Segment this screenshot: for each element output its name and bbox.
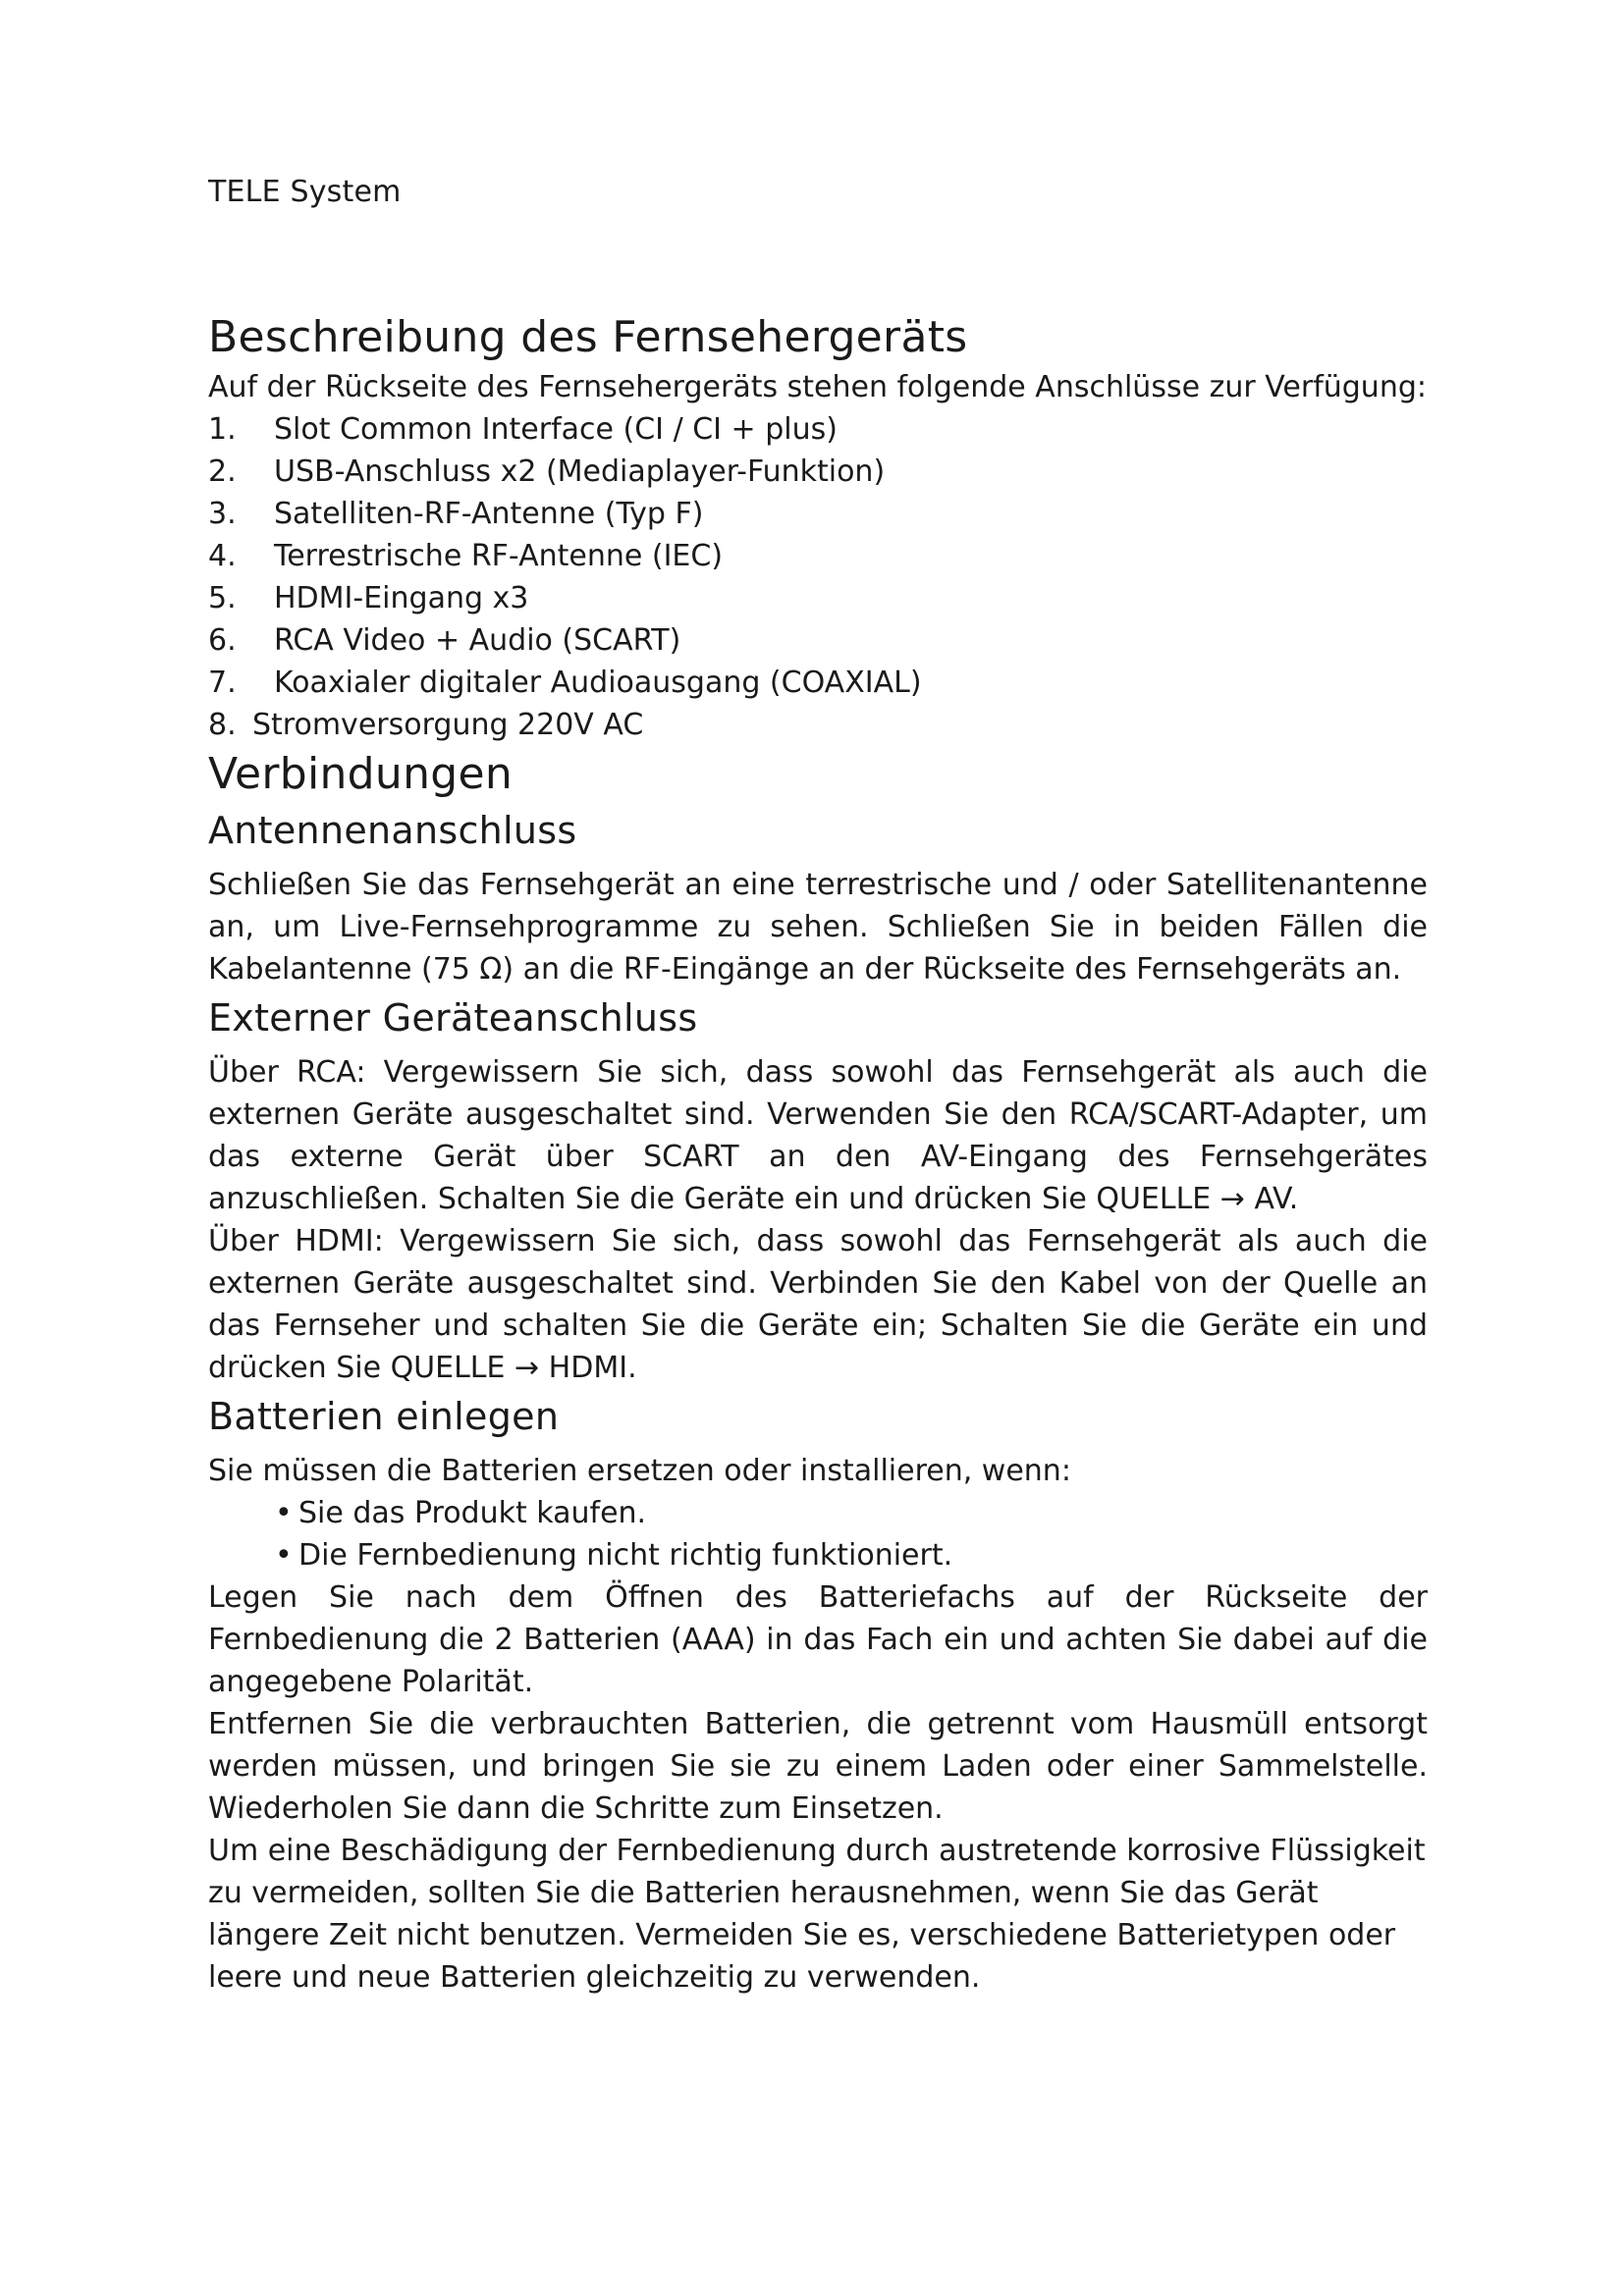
list-item-label: USB-Anschluss x2 (Mediaplayer-Funktion) — [274, 454, 886, 489]
list-item — [208, 619, 1428, 662]
list-item-number: 7. — [208, 666, 237, 700]
list-item-number: 2. — [208, 454, 237, 489]
subsection-title-antenna: Antennenanschluss — [208, 809, 577, 852]
list-item — [208, 535, 1428, 577]
list-item-number: 5. — [208, 581, 237, 615]
list-item — [208, 408, 1428, 451]
batteries-bullet-list — [208, 1492, 1428, 1576]
batteries-paragraph-3: Um eine Beschädigung der Fernbedienung durch austretende korrosive Flüssigkeit zu vermeiden, sollten Sie die Batterien herausnehmen, wenn Sie das Gerät längere Zeit nicht benutzen. Vermeiden Sie es, verschiedene Batterietypen oder leere und neue Batterien gleichzeitig zu verwenden. — [208, 1834, 1426, 1995]
description-intro: Auf der Rückseite des Fernsehergeräts stehen folgende Anschlüsse zur Verfügung: — [208, 370, 1427, 404]
external-hdmi-text: Über HDMI: Vergewissern Sie sich, dass sowohl das Fernsehgerät als auch die externen Geräte ausgeschaltet sind. Verbinden Sie den Kabel von der Quelle an das Fernseher und schalten Sie die Geräte ein; Schalten Sie die Geräte ein und drücken Sie QUELLE → HDMI. — [208, 1224, 1428, 1385]
list-item-number: 8. — [208, 708, 237, 742]
list-item-number: 4. — [208, 539, 237, 573]
section-title-connections: Verbindungen — [208, 749, 514, 799]
list-item-number: 1. — [208, 412, 237, 447]
list-item-label: Terrestrische RF-Antenne (IEC) — [274, 539, 724, 573]
batteries-paragraph-2: Entfernen Sie die verbrauchten Batterien, die getrennt vom Hausmüll entsorgt werden müssen, und bringen Sie sie zu einem Laden oder einer Sammelstelle. Wiederholen Sie dann die Schritte zum Einsetzen. — [208, 1707, 1428, 1826]
ports-list — [208, 408, 1428, 746]
list-item-label: Sie das Produkt kaufen. — [298, 1496, 647, 1530]
list-item — [208, 577, 1428, 619]
list-item-label: HDMI-Eingang x3 — [274, 581, 529, 615]
section-title-description: Beschreibung des Fernsehergeräts — [208, 312, 968, 362]
external-rca-text: Über RCA: Vergewissern Sie sich, dass sowohl das Fernsehgerät als auch die externen Geräte ausgeschaltet sind. Verwenden Sie den RCA/SCART-Adapter, um das externe Gerät über SCART an den AV-Eingang des Fernsehgerätes anzuschließen. Schalten Sie die Geräte ein und drücken Sie QUELLE → AV. — [208, 1055, 1428, 1216]
batteries-paragraph-1: Legen Sie nach dem Öffnen des Batteriefachs auf der Rückseite der Fernbedienung die 2 Batterien (AAA) in das Fach ein und achten Sie dabei auf die angegebene Polarität. — [208, 1580, 1428, 1699]
list-item-label: Die Fernbedienung nicht richtig funktioniert. — [298, 1538, 953, 1573]
list-item-label: RCA Video + Audio (SCART) — [274, 623, 681, 658]
list-item-number: 3. — [208, 497, 237, 531]
list-item — [208, 662, 1428, 704]
list-item — [208, 451, 1428, 493]
antenna-text: Schließen Sie das Fernsehgerät an eine terrestrische und / oder Satellitenantenne an, um Live-Fernsehprogramme zu sehen. Schließen Sie in beiden Fällen die Kabelantenne (75 Ω) an die RF-Eingänge an der Rückseite des Fernsehgeräts an. — [208, 868, 1428, 987]
list-item-label: Koaxialer digitaler Audioausgang (COAXIAL) — [274, 666, 922, 700]
bullet-icon: • — [275, 1496, 293, 1530]
document-body — [208, 309, 1428, 1999]
bullet-icon: • — [275, 1538, 293, 1573]
list-item — [208, 493, 1428, 535]
list-item — [208, 704, 1428, 746]
page-header-brand: TELE System — [208, 175, 402, 209]
section-title-batteries: Batterien einlegen — [208, 1395, 560, 1438]
list-item-number: 6. — [208, 623, 237, 658]
list-item — [275, 1492, 1428, 1534]
batteries-intro: Sie müssen die Batterien ersetzen oder installieren, wenn: — [208, 1454, 1071, 1488]
list-item-label: Satelliten-RF-Antenne (Typ F) — [274, 497, 704, 531]
list-item-label: Slot Common Interface (CI / CI + plus) — [274, 412, 838, 447]
list-item — [275, 1534, 1428, 1576]
list-item-label: Stromversorgung 220V AC — [252, 708, 644, 742]
subsection-title-external: Externer Geräteanschluss — [208, 996, 698, 1040]
